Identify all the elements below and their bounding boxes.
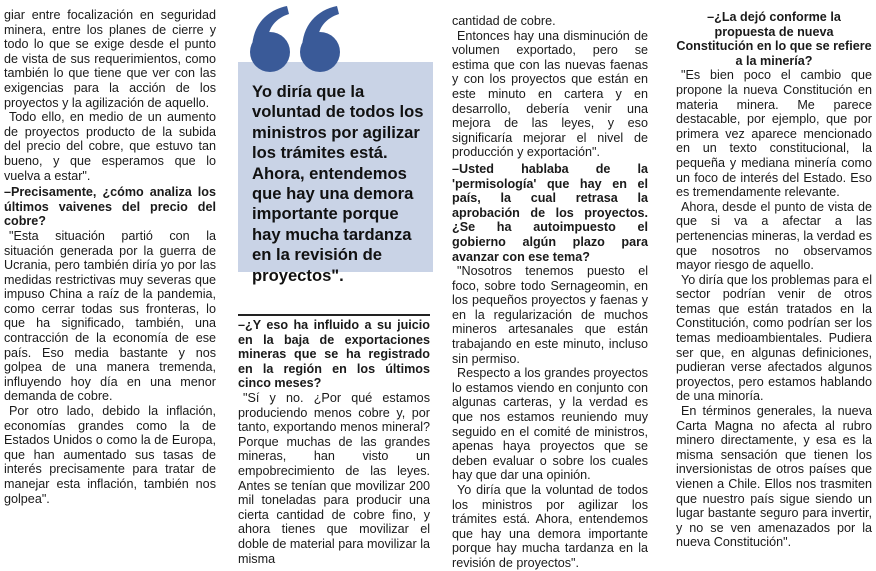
column-4 xyxy=(676,8,872,550)
paragraph: "Sí y no. ¿Por qué estamos produciendo menos cobre y, por tanto, exportando menos mineral? Porque muchas de las grandes mineras, han visto un empobrecimiento de las leyes. Antes se tenían que movilizar 200 mil toneladas para producir una cierta cantidad de cobre fino, y ahora tienes que movilizar el doble de material para movilizar la misma xyxy=(238,390,430,566)
interview-question: –¿La dejó conforme la propuesta de nueva Constitución en lo que se refiere a la minería? xyxy=(676,10,872,68)
column-3 xyxy=(452,14,648,571)
interview-question: –Precisamente, ¿cómo analiza los últimos vaivenes del precio del cobre? xyxy=(4,185,216,229)
quote-mark-icon xyxy=(242,0,362,80)
paragraph: Todo ello, en medio de un aumento de proyectos producto de la subida del precio del cobre, que estuvo tan bueno, y que esperamos que lo vuelva a estar". xyxy=(4,110,216,183)
paragraph: Ahora, desde el punto de vista de que si va a afectar a las pertenencias mineras, la verdad es que nosotros no observamos mayor riesgo de aquello. xyxy=(676,199,873,273)
paragraph: "Esta situación partió con la situación generada por la guerra de Ucrania, pero también diría yo por las medidas restrictivas muy severas que impuso China a raíz de la pandemia, como cerrar todas sus fronteras, lo que ha significado, también, una contracción de la economía de ese país. Eso media bastante y nos golpea de una manera tremenda, influyendo hoy día en una menor demanda de cobre. xyxy=(4,228,216,404)
paragraph: cantidad de cobre. xyxy=(452,14,556,28)
paragraph: Yo diría que la voluntad de todos los ministros por agilizar los trámites está. Ahora, entendemos que hay una demora importante porque hay mucha tardanza en la revisión de proyectos". xyxy=(452,483,648,570)
paragraph: Yo diría que los problemas para el sector podrían venir de otros temas que están tratados en la Constitución, como podrían ser los temas medioambientales. Pudiera ser que, en algunas definiciones, pudieran verse afectados algunos proyectos, pero estamos hablando de una minoría. xyxy=(676,272,872,404)
interview-question: –Usted hablaba de la 'permisología' que hay en el país, la cual retrasa la aprobación de los proyectos. ¿Se ha autoimpuesto el gobierno algún plazo para avanzar con ese tema? xyxy=(452,161,648,264)
paragraph: En términos generales, la nueva Carta Magna no afecta al rubro minero directamente, y esa es la misma sensación que tienen los inversionistas de otros países que vienen a Chile. Ellos nos trasmiten que nuestro país sigue siendo un lugar bastante seguro para invertir, y no se ven amenazados por la nueva Constitución". xyxy=(676,404,872,550)
pullquote-text: Yo diría que la voluntad de todos los ministros por agilizar los trámites está. Ahora, entendemos que hay una demora importante porque hay mucha tardanza en la revisión de proyectos". xyxy=(252,82,424,285)
paragraph: "Nosotros tenemos puesto el foco, sobre todo Sernageomin, en los pequeños proyectos y faenas y en la regularización de muchos mineros artesanales que están trabajando en este minuto, incluso sin permiso. xyxy=(452,264,648,366)
paragraph: Entonces hay una disminución de volumen exportado, pero se estima que con las nuevas faenas y con los proyectos que están en este minuto en cartera y en desarrollo, debería venir una mejora de las leyes, y eso significaría mejorar el nivel de producción y exportación". xyxy=(452,28,648,160)
interview-question: –¿Y eso ha influido a su juicio en la baja de exportaciones mineras que se ha registrado en la región en los últimos cinco meses? xyxy=(238,314,430,391)
column-2 xyxy=(238,312,430,566)
column-1 xyxy=(4,8,216,506)
paragraph: Por otro lado, debido la inflación, economías grandes como la de Estados Unidos o como la de Europa, que han aumentado sus tasas de interés precisamente para tratar de manejar esta inflación, también nos golpea". xyxy=(4,404,216,506)
paragraph: Respecto a los grandes proyectos lo estamos viendo en conjunto con algunas carteras, y la verdad es que nos estamos reuniendo muy seguido en el comité de ministros, apenas haya proyectos que se deben evaluar o sobre los cuales hay que dar una opinión. xyxy=(452,366,648,483)
paragraph: giar entre focalización en seguridad minera, entre los planes de cierre y todo lo que se exige desde el punto de vista de sus requerimientos, como también lo que tiene que ver con las exigencias para la acción de los proyectos y la agilización de aquello. xyxy=(4,8,216,110)
paragraph: "Es bien poco el cambio que propone la nueva Constitución en materia minera. Me parece destacable, por ejemplo, que por primera vez aparece mencionado en un texto constitucional, la pequeña y mediana minería como un foco de interés del Estado. Eso es tremendamente relevante. xyxy=(676,68,872,200)
